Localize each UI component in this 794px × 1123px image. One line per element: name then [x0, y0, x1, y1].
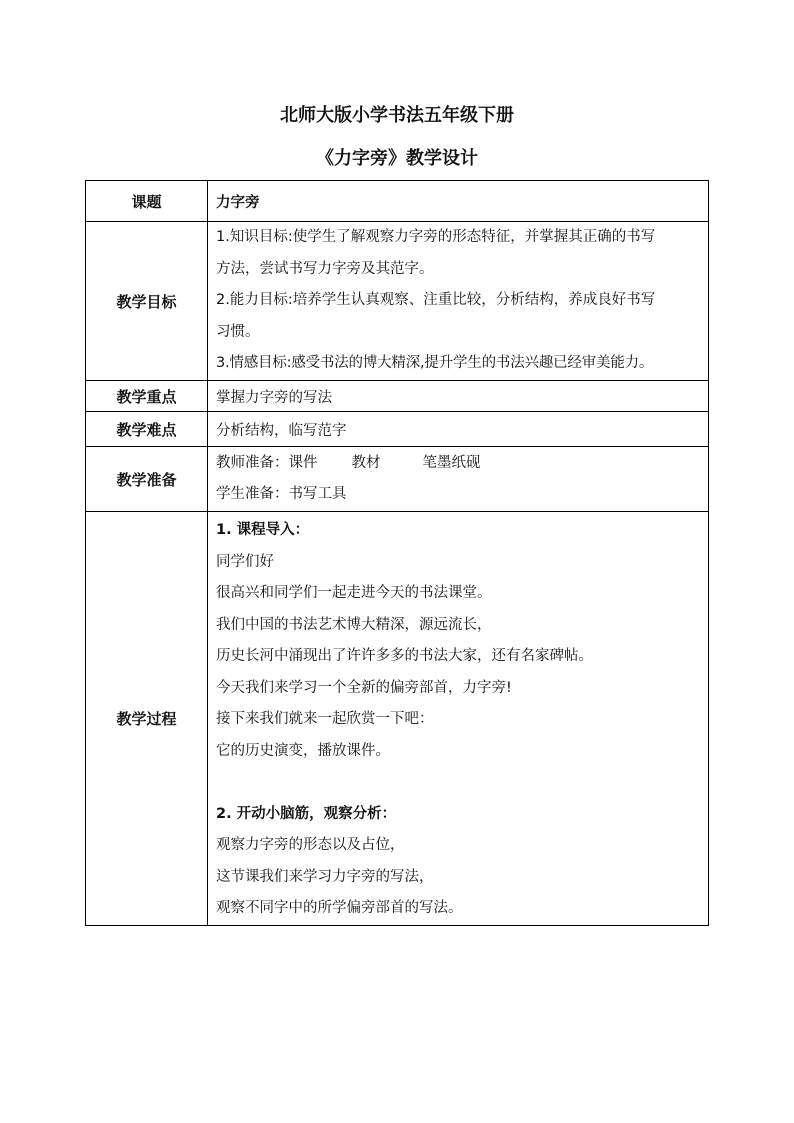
- topic-label: 课题: [86, 181, 208, 222]
- topic-row: [86, 181, 709, 222]
- teacher-prep-item: 笔墨纸砚: [422, 454, 481, 471]
- goals-line: 习惯。: [216, 323, 260, 340]
- difficulty-label: 教学难点: [86, 412, 208, 447]
- difficulty-value: 分析结构，临写范字: [208, 412, 709, 447]
- teacher-prep-item: 教材: [351, 454, 381, 471]
- process-content: [208, 512, 709, 926]
- goals-line: 2.能力目标:培养学生认真观察、注重比较，分析结构，养成良好书写: [216, 292, 656, 309]
- key-point-row: [86, 381, 709, 412]
- process-line: 很高兴和同学们一起走进今天的书法课堂。: [216, 585, 492, 601]
- goals-content: [208, 222, 709, 381]
- section-heading: 1. 课程导入：: [216, 522, 310, 538]
- document-title: 北师大版小学书法五年级下册: [280, 105, 514, 126]
- preparation-content: [208, 447, 709, 512]
- process-line: 历史长河中涌现出了许许多多的书法大家，还有名家碑帖。: [216, 648, 593, 664]
- process-row: [86, 512, 709, 926]
- student-preparation: 学生准备：书写工具: [216, 486, 347, 502]
- goals-line: 3.情感目标:感受书法的博大精深,提升学生的书法兴趣已经审美能力。: [216, 355, 654, 372]
- process-line: 观察力字旁的形态以及占位，: [216, 837, 405, 853]
- teacher-preparation: [216, 448, 700, 480]
- document-subtitle: 《力字旁》教学设计: [316, 148, 478, 169]
- goals-line: 方法，尝试书写力字旁及其范字。: [216, 260, 434, 277]
- preparation-row: [86, 447, 709, 512]
- goals-line: 1.知识目标:使学生了解观察力字旁的形态特征，并掌握其正确的书写: [216, 229, 656, 246]
- topic-value: 力字旁: [208, 181, 709, 222]
- process-line: 今天我们来学习一个全新的偏旁部首，力字旁!: [216, 679, 512, 696]
- process-line: 它的历史演变，播放课件。: [216, 742, 390, 759]
- goals-row: [86, 222, 709, 381]
- process-line: 同学们好: [216, 553, 274, 570]
- key-point-value: 掌握力字旁的写法: [208, 381, 709, 412]
- preparation-label: 教学准备: [86, 447, 208, 512]
- teacher-prep-item: 教师准备：课件: [216, 454, 318, 471]
- section-heading: 2. 开动小脑筋，观察分析：: [216, 805, 397, 822]
- process-label: 教学过程: [86, 512, 208, 926]
- process-line: 我们中国的书法艺术博大精深，源远流长，: [216, 616, 492, 633]
- process-line: 这节课我们来学习力字旁的写法，: [216, 868, 434, 885]
- process-line: 观察不同字中的所学偏旁部首的写法。: [216, 900, 463, 916]
- difficulty-row: [86, 412, 709, 447]
- goals-label: 教学目标: [86, 222, 208, 381]
- lesson-plan-table: [85, 180, 709, 926]
- blank-line: [216, 767, 700, 799]
- key-point-label: 教学重点: [86, 381, 208, 412]
- process-line: 接下来我们就来一起欣赏一下吧：: [216, 711, 434, 727]
